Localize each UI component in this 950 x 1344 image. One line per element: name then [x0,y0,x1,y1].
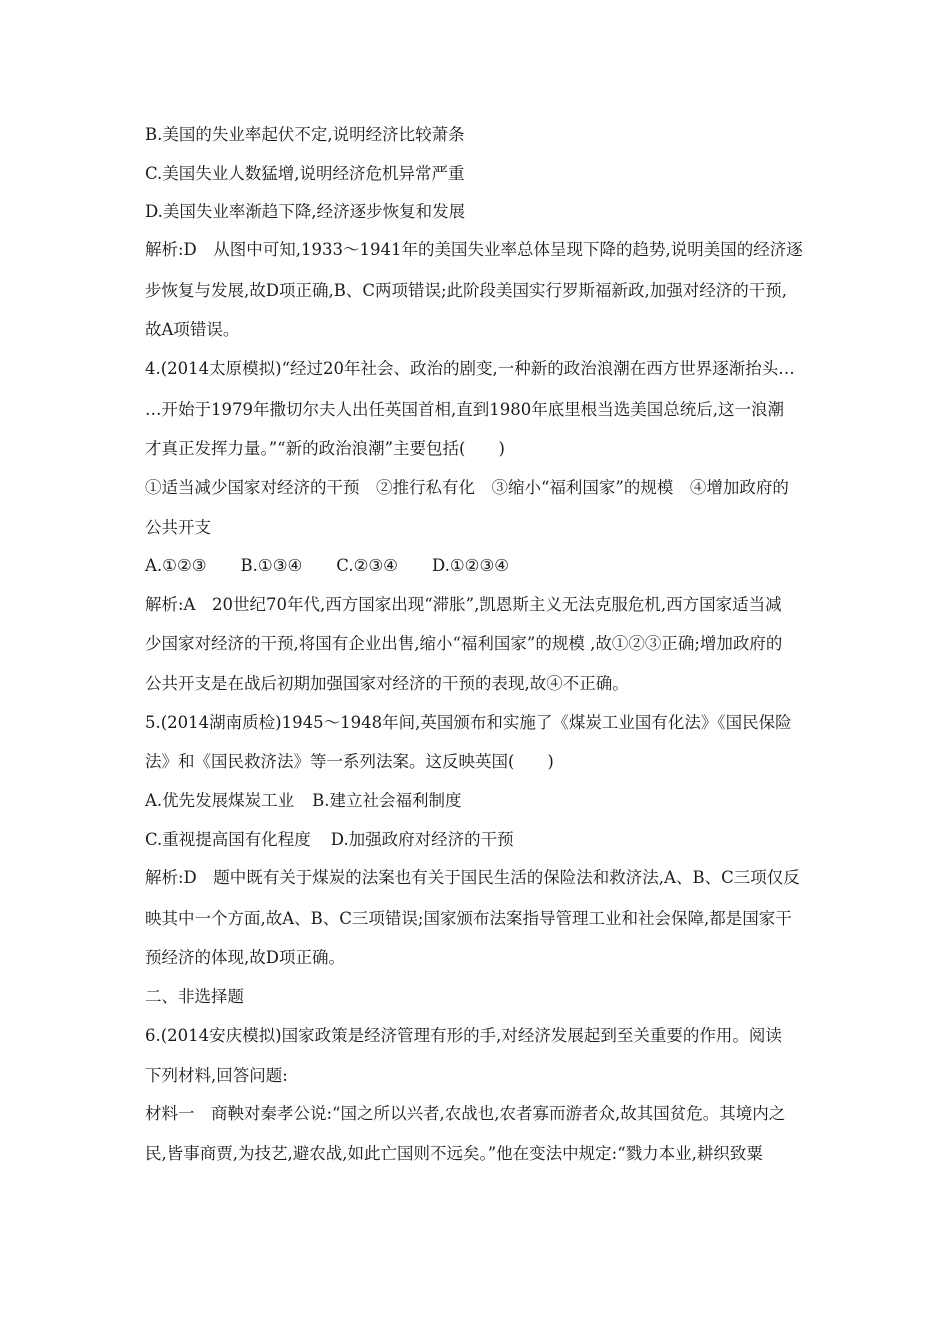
question-6-line1: 6.(2014安庆模拟)国家政策是经济管理有形的手,对经济发展起到至关重要的作用。阅读 [145,1026,782,1045]
option-b-q4: B.①③④ [240,556,303,575]
material-1-line1: 材料一 商鞅对秦孝公说:“国之所以兴者,农战也,农者寡而游者众,故其国贫危。其境内之 [145,1104,786,1123]
question-4-line3: 才真正发挥力量。”“新的政治浪潮”主要包括( ) [145,439,505,458]
material-1-line2: 民,皆事商贾,为技艺,避农战,如此亡国则不远矣。”他在变法中规定:“戮力本业,耕织致粟 [145,1144,763,1163]
answer-analysis-q5-line3: 预经济的体现,故D项正确。 [145,948,345,967]
question-4-line1: 4.(2014太原模拟)“经过20年社会、政治的剧变,一种新的政治浪潮在西方世界逐渐抬头… [145,359,795,378]
option-a-q4: A.①②③ [145,556,207,575]
question-4-statements-line1: ①适当减少国家对经济的干预 ②推行私有化 ③缩小“福利国家”的规模 ④增加政府的 [145,478,789,497]
question-4-line2: …开始于1979年撒切尔夫人出任英国首相,直到1980年底里根当选美国总统后,这一浪潮 [145,400,784,419]
answer-analysis-q3-line2: 步恢复与发展,故D项正确,B、C两项错误;此阶段美国实行罗斯福新政,加强对经济的干预, [145,281,788,300]
option-d-q4: D.①②③④ [431,556,510,575]
answer-analysis-q4-line1: 解析:A 20世纪70年代,西方国家出现“滞胀”,凯恩斯主义无法克服危机,西方国家适当减 [145,595,782,614]
section-heading-non-choice: 二、非选择题 [145,987,244,1006]
answer-analysis-q5-line1: 解析:D 题中既有关于煤炭的法案也有关于国民生活的保险法和救济法,A、B、C三项仅反 [145,868,800,887]
answer-analysis-q5-line2: 映其中一个方面,故A、B、C三项错误;国家颁布法案指导管理工业和社会保障,都是国家干 [145,909,792,928]
question-6-line2: 下列材料,回答问题: [145,1066,288,1085]
question-5-line1: 5.(2014湖南质检)1945～1948年间,英国颁布和实施了《煤炭工业国有化法》《国民保险 [145,713,792,732]
option-c-q3: C.美国失业人数猛增,说明经济危机异常严重 [145,164,465,183]
answer-analysis-q3-line3: 故A项错误。 [145,320,240,339]
question-5-options-row1 [145,791,815,811]
question-5-options-row2 [145,830,815,850]
answer-analysis-q4-line2: 少国家对经济的干预,将国有企业出售,缩小“福利国家”的规模 ,故①②③正确;增加政府的 [145,634,783,653]
option-b-q3: B.美国的失业率起伏不定,说明经济比较萧条 [145,125,465,144]
question-5-line2: 法》和《国民救济法》等一系列法案。这反映英国( ) [145,752,554,771]
question-4-options [145,556,815,576]
option-c-q4: C.②③④ [336,556,398,575]
answer-analysis-q3-line1: 解析:D 从图中可知,1933～1941年的美国失业率总体呈现下降的趋势,说明美国的经济逐 [145,240,803,259]
option-a-q5: A.优先发展煤炭工业 [145,791,295,810]
answer-analysis-q4-line3: 公共开支是在战后初期加强国家对经济的干预的表现,故④不正确。 [145,674,629,693]
option-c-q5: C.重视提高国有化程度 [145,830,311,849]
option-d-q3: D.美国失业率渐趋下降,经济逐步恢复和发展 [145,202,466,221]
option-b-q5: B.建立社会福利制度 [312,791,462,810]
question-4-statements-line2: 公共开支 [145,518,211,537]
option-d-q5: D.加强政府对经济的干预 [330,830,514,849]
